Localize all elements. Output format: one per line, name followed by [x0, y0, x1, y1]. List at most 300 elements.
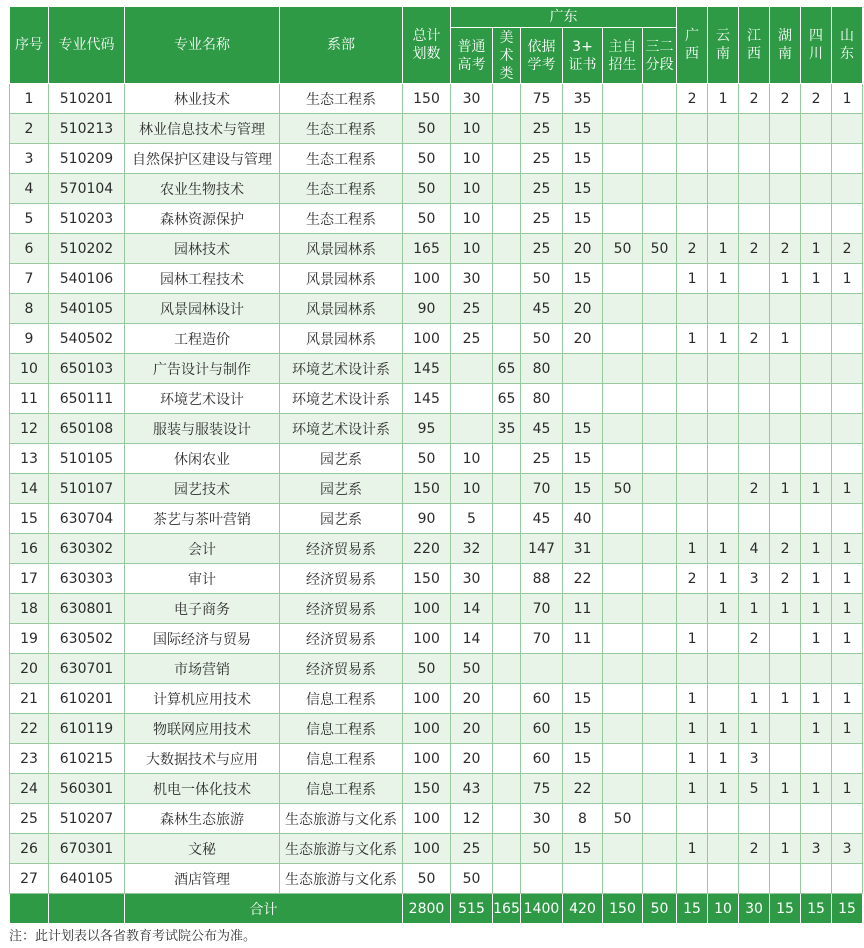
cell-guangxi [677, 444, 708, 474]
cell-seq: 25 [10, 804, 49, 834]
cell-gd-academic-test: 50 [521, 834, 563, 864]
header-province-yunnan: 云 南 [708, 7, 739, 84]
header-province-jiangxi: 江 西 [739, 7, 770, 84]
cell-gd-3plus-cert: 15 [563, 414, 603, 444]
cell-department: 生态工程系 [280, 84, 403, 114]
cell-jiangxi [739, 444, 770, 474]
cell-major-name: 文秘 [125, 834, 280, 864]
cell-sichuan: 1 [801, 234, 832, 264]
cell-guangxi [677, 414, 708, 444]
table-row [10, 624, 863, 654]
cell-gd-art [493, 264, 521, 294]
cell-gd-general-exam: 30 [451, 84, 493, 114]
cell-major-code: 630701 [49, 654, 125, 684]
total-value-total-plan: 2800 [403, 894, 451, 924]
cell-hunan: 2 [770, 234, 801, 264]
cell-shandong: 1 [832, 84, 863, 114]
cell-gd-general-exam: 25 [451, 834, 493, 864]
cell-gd-independent-enroll [603, 534, 643, 564]
cell-shandong: 1 [832, 774, 863, 804]
cell-gd-art [493, 534, 521, 564]
cell-shandong: 1 [832, 684, 863, 714]
cell-gd-academic-test: 30 [521, 804, 563, 834]
cell-major-name: 园艺技术 [125, 474, 280, 504]
cell-gd-general-exam: 25 [451, 294, 493, 324]
table-row [10, 864, 863, 894]
cell-seq: 3 [10, 144, 49, 174]
cell-gd-art [493, 294, 521, 324]
cell-shandong: 1 [832, 624, 863, 654]
table-row [10, 444, 863, 474]
cell-guangxi: 1 [677, 534, 708, 564]
cell-gd-3plus-cert: 22 [563, 564, 603, 594]
cell-total-plan: 150 [403, 84, 451, 114]
cell-major-name: 自然保护区建设与管理 [125, 144, 280, 174]
cell-yunnan [708, 204, 739, 234]
cell-gd-academic-test: 45 [521, 414, 563, 444]
cell-gd-art [493, 714, 521, 744]
cell-gd-art [493, 804, 521, 834]
cell-major-name: 林业技术 [125, 84, 280, 114]
cell-gd-academic-test: 25 [521, 174, 563, 204]
cell-gd-academic-test: 60 [521, 744, 563, 774]
cell-jiangxi: 1 [739, 714, 770, 744]
cell-seq: 7 [10, 264, 49, 294]
cell-major-code: 510107 [49, 474, 125, 504]
cell-gd-3plus-cert: 15 [563, 444, 603, 474]
cell-gd-art [493, 84, 521, 114]
cell-shandong [832, 144, 863, 174]
cell-major-code: 630303 [49, 564, 125, 594]
cell-jiangxi: 3 [739, 564, 770, 594]
cell-department: 生态工程系 [280, 114, 403, 144]
cell-gd-three-two-segment [643, 564, 677, 594]
cell-shandong: 1 [832, 564, 863, 594]
cell-gd-art [493, 114, 521, 144]
cell-total-plan: 100 [403, 624, 451, 654]
cell-department: 信息工程系 [280, 774, 403, 804]
cell-hunan [770, 294, 801, 324]
cell-sichuan [801, 204, 832, 234]
cell-gd-general-exam: 10 [451, 114, 493, 144]
cell-gd-independent-enroll [603, 684, 643, 714]
cell-sichuan [801, 864, 832, 894]
cell-gd-general-exam: 5 [451, 504, 493, 534]
table-row [10, 774, 863, 804]
cell-gd-three-two-segment [643, 144, 677, 174]
cell-guangxi: 1 [677, 714, 708, 744]
cell-gd-general-exam: 10 [451, 234, 493, 264]
cell-shandong: 3 [832, 834, 863, 864]
cell-major-code: 670301 [49, 834, 125, 864]
cell-major-code: 650108 [49, 414, 125, 444]
cell-yunnan [708, 864, 739, 894]
enrollment-plan-table [9, 6, 863, 924]
cell-major-code: 640105 [49, 864, 125, 894]
cell-total-plan: 100 [403, 804, 451, 834]
cell-major-code: 650111 [49, 384, 125, 414]
cell-sichuan: 1 [801, 714, 832, 744]
cell-gd-art [493, 864, 521, 894]
cell-guangxi [677, 654, 708, 684]
cell-gd-three-two-segment [643, 834, 677, 864]
cell-gd-independent-enroll: 50 [603, 474, 643, 504]
cell-total-plan: 95 [403, 414, 451, 444]
cell-gd-3plus-cert: 15 [563, 204, 603, 234]
cell-gd-art [493, 234, 521, 264]
cell-major-code: 630502 [49, 624, 125, 654]
header-gd-art: 美 术 类 [493, 28, 521, 84]
cell-hunan: 1 [770, 264, 801, 294]
cell-major-name: 电子商务 [125, 594, 280, 624]
cell-gd-3plus-cert: 15 [563, 114, 603, 144]
cell-gd-academic-test: 50 [521, 324, 563, 354]
cell-total-plan: 100 [403, 594, 451, 624]
cell-shandong: 1 [832, 714, 863, 744]
cell-seq: 9 [10, 324, 49, 354]
cell-gd-3plus-cert: 11 [563, 624, 603, 654]
cell-seq: 21 [10, 684, 49, 714]
cell-gd-3plus-cert [563, 654, 603, 684]
header-gd-3plus-cert: 3+ 证书 [563, 28, 603, 84]
cell-gd-independent-enroll [603, 834, 643, 864]
cell-gd-3plus-cert: 8 [563, 804, 603, 834]
cell-yunnan [708, 354, 739, 384]
cell-total-plan: 90 [403, 294, 451, 324]
cell-major-name: 园林工程技术 [125, 264, 280, 294]
header-guangdong: 广东 [451, 7, 677, 28]
cell-total-plan: 145 [403, 384, 451, 414]
cell-yunnan [708, 474, 739, 504]
cell-sichuan: 1 [801, 624, 832, 654]
cell-gd-art: 35 [493, 414, 521, 444]
cell-seq: 11 [10, 384, 49, 414]
cell-guangxi [677, 594, 708, 624]
cell-sichuan: 1 [801, 774, 832, 804]
cell-gd-academic-test: 80 [521, 354, 563, 384]
table-row [10, 324, 863, 354]
cell-jiangxi: 2 [739, 324, 770, 354]
cell-shandong [832, 204, 863, 234]
table-row [10, 684, 863, 714]
cell-gd-academic-test: 45 [521, 294, 563, 324]
cell-major-code: 650103 [49, 354, 125, 384]
enrollment-plan-table-container [9, 6, 854, 924]
cell-total-plan: 50 [403, 144, 451, 174]
cell-shandong: 1 [832, 594, 863, 624]
cell-yunnan: 1 [708, 264, 739, 294]
cell-seq: 15 [10, 504, 49, 534]
cell-gd-independent-enroll [603, 324, 643, 354]
cell-shandong [832, 864, 863, 894]
total-value-sichuan: 15 [801, 894, 832, 924]
cell-sichuan: 1 [801, 684, 832, 714]
cell-gd-academic-test: 88 [521, 564, 563, 594]
cell-major-code: 570104 [49, 174, 125, 204]
cell-seq: 27 [10, 864, 49, 894]
table-row [10, 234, 863, 264]
total-value-shandong: 15 [832, 894, 863, 924]
cell-seq: 10 [10, 354, 49, 384]
cell-hunan [770, 864, 801, 894]
cell-total-plan: 145 [403, 354, 451, 384]
cell-gd-three-two-segment [643, 204, 677, 234]
cell-yunnan: 1 [708, 744, 739, 774]
table-row [10, 654, 863, 684]
total-value-gd-academic-test: 1400 [521, 894, 563, 924]
cell-sichuan [801, 354, 832, 384]
cell-gd-general-exam [451, 354, 493, 384]
cell-gd-three-two-segment [643, 534, 677, 564]
cell-seq: 26 [10, 834, 49, 864]
table-row [10, 414, 863, 444]
cell-guangxi: 1 [677, 684, 708, 714]
cell-yunnan [708, 684, 739, 714]
cell-department: 风景园林系 [280, 294, 403, 324]
cell-gd-art [493, 204, 521, 234]
cell-seq: 18 [10, 594, 49, 624]
cell-gd-3plus-cert: 20 [563, 294, 603, 324]
cell-gd-three-two-segment [643, 294, 677, 324]
cell-department: 生态旅游与文化系 [280, 864, 403, 894]
cell-gd-3plus-cert: 40 [563, 504, 603, 534]
cell-gd-academic-test: 50 [521, 264, 563, 294]
cell-guangxi [677, 504, 708, 534]
cell-department: 信息工程系 [280, 744, 403, 774]
cell-gd-general-exam: 43 [451, 774, 493, 804]
cell-shandong [832, 744, 863, 774]
cell-gd-independent-enroll [603, 564, 643, 594]
cell-gd-academic-test: 60 [521, 714, 563, 744]
cell-total-plan: 50 [403, 114, 451, 144]
footnote: 注：此计划表以各省教育考试院公布为准。 [9, 929, 257, 944]
table-row [10, 564, 863, 594]
cell-jiangxi: 3 [739, 744, 770, 774]
cell-gd-three-two-segment [643, 714, 677, 744]
cell-sichuan: 1 [801, 264, 832, 294]
total-row [10, 894, 863, 924]
cell-total-plan: 150 [403, 564, 451, 594]
cell-major-name: 酒店管理 [125, 864, 280, 894]
cell-jiangxi [739, 804, 770, 834]
total-value-hunan: 15 [770, 894, 801, 924]
cell-jiangxi [739, 414, 770, 444]
cell-department: 生态工程系 [280, 174, 403, 204]
cell-gd-independent-enroll: 50 [603, 234, 643, 264]
cell-shandong [832, 414, 863, 444]
cell-gd-art [493, 444, 521, 474]
cell-major-name: 森林生态旅游 [125, 804, 280, 834]
total-label: 合计 [125, 894, 403, 924]
cell-hunan: 1 [770, 324, 801, 354]
table-row [10, 834, 863, 864]
cell-sichuan: 1 [801, 594, 832, 624]
cell-department: 经济贸易系 [280, 624, 403, 654]
cell-gd-art: 65 [493, 384, 521, 414]
total-blank-code [49, 894, 125, 924]
cell-department: 园艺系 [280, 474, 403, 504]
cell-gd-3plus-cert [563, 384, 603, 414]
cell-gd-general-exam: 10 [451, 174, 493, 204]
cell-seq: 12 [10, 414, 49, 444]
cell-guangxi: 1 [677, 834, 708, 864]
cell-total-plan: 50 [403, 174, 451, 204]
cell-jiangxi [739, 864, 770, 894]
cell-gd-three-two-segment [643, 864, 677, 894]
cell-yunnan: 1 [708, 714, 739, 744]
cell-seq: 16 [10, 534, 49, 564]
cell-gd-art [493, 324, 521, 354]
cell-gd-academic-test: 80 [521, 384, 563, 414]
cell-sichuan: 1 [801, 534, 832, 564]
cell-jiangxi: 2 [739, 474, 770, 504]
cell-gd-three-two-segment [643, 444, 677, 474]
cell-guangxi [677, 294, 708, 324]
cell-gd-3plus-cert: 15 [563, 174, 603, 204]
cell-hunan: 1 [770, 834, 801, 864]
cell-gd-academic-test: 70 [521, 624, 563, 654]
cell-hunan [770, 654, 801, 684]
cell-gd-three-two-segment [643, 594, 677, 624]
cell-gd-3plus-cert: 20 [563, 324, 603, 354]
cell-gd-3plus-cert: 15 [563, 474, 603, 504]
cell-sichuan [801, 114, 832, 144]
cell-seq: 8 [10, 294, 49, 324]
cell-major-name: 休闲农业 [125, 444, 280, 474]
header-major-name: 专业名称 [125, 7, 280, 84]
cell-major-code: 510201 [49, 84, 125, 114]
cell-major-code: 510105 [49, 444, 125, 474]
total-value-gd-three-two-segment: 50 [643, 894, 677, 924]
cell-guangxi: 1 [677, 324, 708, 354]
cell-gd-general-exam: 30 [451, 264, 493, 294]
cell-guangxi: 1 [677, 744, 708, 774]
cell-total-plan: 100 [403, 684, 451, 714]
header-gd-general-exam: 普通 高考 [451, 28, 493, 84]
cell-jiangxi [739, 654, 770, 684]
cell-sichuan [801, 384, 832, 414]
cell-hunan [770, 384, 801, 414]
cell-yunnan: 1 [708, 234, 739, 264]
cell-jiangxi: 2 [739, 624, 770, 654]
cell-department: 信息工程系 [280, 684, 403, 714]
cell-jiangxi [739, 264, 770, 294]
table-row [10, 84, 863, 114]
cell-department: 风景园林系 [280, 234, 403, 264]
cell-major-name: 环境艺术设计 [125, 384, 280, 414]
cell-major-name: 大数据技术与应用 [125, 744, 280, 774]
cell-jiangxi [739, 294, 770, 324]
cell-gd-3plus-cert: 20 [563, 234, 603, 264]
cell-total-plan: 100 [403, 264, 451, 294]
cell-major-code: 510202 [49, 234, 125, 264]
cell-hunan [770, 444, 801, 474]
cell-major-code: 540502 [49, 324, 125, 354]
cell-jiangxi [739, 384, 770, 414]
cell-gd-art [493, 774, 521, 804]
cell-gd-independent-enroll [603, 384, 643, 414]
cell-gd-three-two-segment [643, 84, 677, 114]
cell-hunan [770, 354, 801, 384]
cell-gd-independent-enroll [603, 744, 643, 774]
cell-jiangxi [739, 144, 770, 174]
cell-gd-general-exam: 10 [451, 144, 493, 174]
header-province-hunan: 湖 南 [770, 7, 801, 84]
header-total-plan: 总计 划数 [403, 7, 451, 84]
cell-guangxi [677, 804, 708, 834]
cell-seq: 4 [10, 174, 49, 204]
cell-total-plan: 220 [403, 534, 451, 564]
cell-gd-general-exam [451, 384, 493, 414]
cell-gd-independent-enroll [603, 624, 643, 654]
cell-hunan: 2 [770, 564, 801, 594]
cell-seq: 23 [10, 744, 49, 774]
cell-shandong [832, 444, 863, 474]
cell-yunnan [708, 834, 739, 864]
total-value-gd-general-exam: 515 [451, 894, 493, 924]
cell-major-code: 540106 [49, 264, 125, 294]
cell-yunnan [708, 444, 739, 474]
cell-hunan [770, 714, 801, 744]
cell-gd-general-exam [451, 414, 493, 444]
cell-gd-independent-enroll [603, 204, 643, 234]
cell-gd-three-two-segment [643, 414, 677, 444]
cell-hunan: 1 [770, 684, 801, 714]
cell-gd-academic-test: 25 [521, 144, 563, 174]
cell-major-name: 服装与服装设计 [125, 414, 280, 444]
cell-gd-three-two-segment [643, 114, 677, 144]
cell-department: 风景园林系 [280, 324, 403, 354]
cell-major-name: 广告设计与制作 [125, 354, 280, 384]
cell-department: 经济贸易系 [280, 534, 403, 564]
cell-guangxi [677, 174, 708, 204]
cell-hunan: 1 [770, 774, 801, 804]
cell-gd-academic-test: 70 [521, 474, 563, 504]
cell-major-code: 510207 [49, 804, 125, 834]
cell-gd-independent-enroll [603, 864, 643, 894]
cell-department: 生态旅游与文化系 [280, 804, 403, 834]
cell-gd-three-two-segment [643, 624, 677, 654]
cell-major-name: 物联网应用技术 [125, 714, 280, 744]
cell-major-name: 国际经济与贸易 [125, 624, 280, 654]
cell-gd-independent-enroll [603, 84, 643, 114]
header-gd-three-two-segment: 三二 分段 [643, 28, 677, 84]
cell-department: 生态工程系 [280, 144, 403, 174]
total-value-gd-art: 165 [493, 894, 521, 924]
cell-department: 园艺系 [280, 444, 403, 474]
cell-gd-independent-enroll [603, 294, 643, 324]
table-row [10, 354, 863, 384]
cell-shandong [832, 174, 863, 204]
cell-seq: 19 [10, 624, 49, 654]
cell-seq: 1 [10, 84, 49, 114]
cell-major-name: 审计 [125, 564, 280, 594]
cell-sichuan [801, 414, 832, 444]
cell-hunan [770, 624, 801, 654]
cell-yunnan: 1 [708, 84, 739, 114]
cell-total-plan: 100 [403, 834, 451, 864]
cell-department: 生态旅游与文化系 [280, 834, 403, 864]
cell-seq: 14 [10, 474, 49, 504]
table-row [10, 474, 863, 504]
cell-gd-three-two-segment [643, 654, 677, 684]
cell-gd-three-two-segment [643, 474, 677, 504]
cell-hunan [770, 204, 801, 234]
cell-gd-art [493, 504, 521, 534]
cell-department: 经济贸易系 [280, 564, 403, 594]
cell-gd-general-exam: 30 [451, 564, 493, 594]
cell-total-plan: 50 [403, 204, 451, 234]
